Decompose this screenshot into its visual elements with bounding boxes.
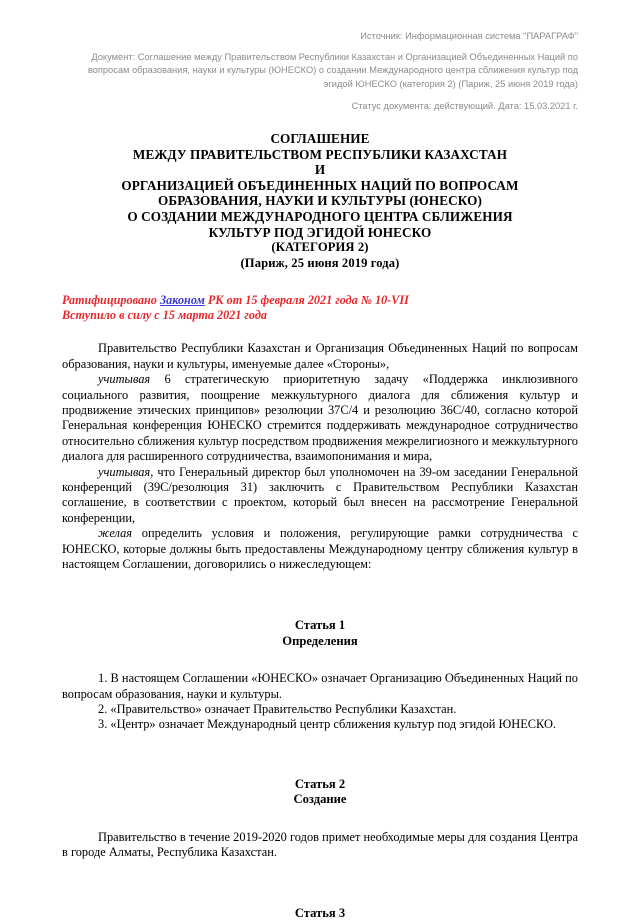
title-line-5: ОБРАЗОВАНИЯ, НАУКИ И КУЛЬТУРЫ (ЮНЕСКО) [158,193,482,209]
preamble-4-lead-word: желая [98,526,133,541]
preamble-paragraph-4 [62,526,578,572]
ratification-line-1 [62,293,578,308]
title-line-4: ОРГАНИЗАЦИЕЙ ОБЪЕДИНЕННЫХ НАЦИЙ ПО ВОПРОСАМ [121,177,519,193]
spacer-article-2-body [62,808,578,830]
meta-status-line: Статус документа: действующий. Дата: 15.03.2021 г. [351,100,578,111]
article-1-body [62,671,578,733]
article-3-number: Статья 3 [294,905,346,920]
ratification-line-2: Вступило в силу с 15 марта 2021 года [62,308,267,323]
article-2-body [62,830,578,861]
law-link[interactable]: Законом [159,293,205,308]
preamble-2-lead-word: учитывая [98,372,151,387]
article-1-item-2: 2. «Правительство» означает Правительство Республики Казахстан. [98,702,457,717]
document-meta-header [62,30,578,113]
article-2-heading [62,777,578,808]
ratification-prefix: Ратифицировано [62,293,160,308]
spacer-before-article-2 [62,733,578,777]
article-2-number: Статья 2 [294,776,346,791]
article-3-heading [62,906,578,921]
preamble-3-text: , что Генеральный директор был уполномочен на 39-ом заседании Генеральной конференций (39С/резолюция 31) заключить с Правительством Республики Казахстан соглашение, в соответствии с проектом, который был внесен на рассмотрение Генеральной конференции, [62,464,578,525]
article-1-name: Определения [282,633,358,648]
preamble-2-text: 6 стратегическую приоритетную задачу «Поддержка инклюзивного социального развития, поощрение межкультурного диалога для сближения культур и продвижение этических принципов» резолюции 37С/4 и резолюцию 36С/40, согласно которой Генеральная конференция ЮНЕСКО стремится поддерживать международное сотрудничество относительно сближения культур посредством продвижения межрелигиозного и межкультурного диалога для расширенного сотрудничества, взаимопонимания и мира, [62,372,578,464]
preamble-paragraph-2 [62,372,578,464]
article-1-item-1: 1. В настоящем Соглашении «ЮНЕСКО» означает Организацию Объединенных Наций по вопросам образования, науки и культуры. [62,671,578,701]
spacer-before-article-3 [62,861,578,906]
title-line-8: (КАТЕГОРИЯ 2) [271,240,369,255]
spacer-before-article-1 [62,572,578,618]
title-line-9: (Париж, 25 июня 2019 года) [240,255,400,270]
spacer-article-1-body [62,649,578,671]
preamble-paragraph-1: Правительство Республики Казахстан и Организация Объединенных Наций по вопросам образования, науки и культуры, именуемые далее «Стороны», [62,341,578,371]
meta-source-line: Источник: Информационная система "ПАРАГРАФ" [360,31,578,41]
title-line-6: О СОЗДАНИИ МЕЖДУНАРОДНОГО ЦЕНТРА СБЛИЖЕНИЯ [127,208,513,224]
ratification-suffix: РК от 15 февраля 2021 года № 10-VII [204,293,409,308]
page-title [62,131,578,271]
preamble-3-lead-word: учитывая [98,464,151,479]
title-line-1: СОГЛАШЕНИЕ [270,131,370,147]
ratification-note [62,293,578,323]
article-1-heading [62,618,578,649]
article-1-number: Статья 1 [294,618,346,633]
article-2-name: Создание [293,792,347,807]
title-line-7: КУЛЬТУР ПОД ЭГИДОЙ ЮНЕСКО [208,224,432,240]
article-2-paragraph: Правительство в течение 2019-2020 годов примет необходимые меры для создания Центра в городе Алматы, Республика Казахстан. [62,829,578,860]
title-line-3: И [314,162,326,178]
preamble-paragraph-3 [62,465,578,527]
title-line-2: МЕЖДУ ПРАВИТЕЛЬСТВОМ РЕСПУБЛИКИ КАЗАХСТАН [132,146,508,162]
preamble-block [62,341,578,572]
meta-document-line: Документ: Соглашение между Правительством Республики Казахстан и Организацией Объединенных Наций по вопросам образования, науки и культуры (ЮНЕСКО) о создании Международного центра сближения культур под эгидой ЮНЕСКО (категория 2) (Париж, 25 июня 2019 года) [87,52,578,89]
article-1-item-3: 3. «Центр» означает Международный центр сближения культур под эгидой ЮНЕСКО. [98,717,557,732]
preamble-4-text: определить условия и положения, регулирующие рамки сотрудничества с ЮНЕСКО, которые должны быть предоставлены Международному центру сближения культур в настоящем Соглашении, договорились о нижеследующем: [62,526,578,572]
